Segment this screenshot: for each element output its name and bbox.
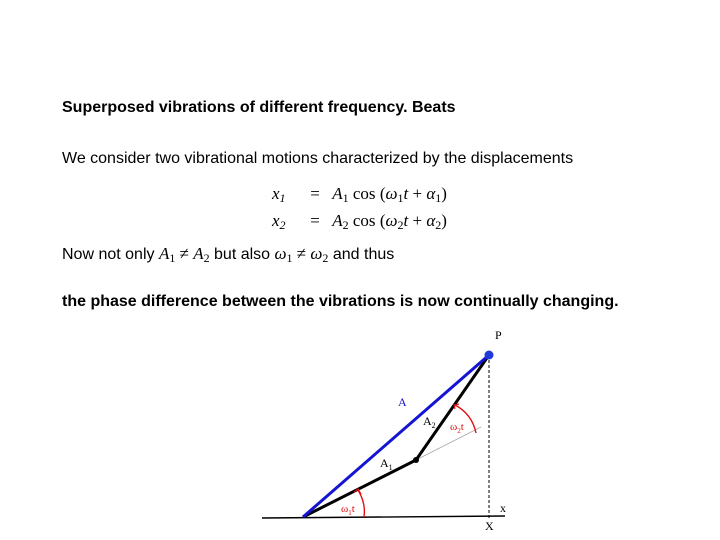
cos-function: cos [352, 211, 376, 230]
point-P [485, 351, 494, 360]
equation-lhs: $x_1$ [272, 184, 286, 205]
cos-function: cos [352, 184, 376, 203]
angle-arc-w1t [358, 490, 364, 517]
equals-sign: = [310, 184, 320, 203]
phasor-resultant [303, 355, 489, 517]
label-P: P [495, 328, 502, 342]
equation-x1: $x_1 = A_1$ $\cos (\omega_1t + \alpha_1)$ [272, 184, 447, 205]
equation-lhs: $x_2$ [272, 211, 286, 232]
label-x-axis: x [500, 501, 506, 515]
x-axis-line [262, 516, 505, 518]
emphasis-statement: the phase difference between the vibrations is now continually changing. [62, 293, 619, 310]
equation-x2: $x_2 = A_2$ $\cos (\omega_2t + \alpha_2)$ [272, 211, 447, 232]
label-w1t: $\omega_1t$ [341, 503, 355, 517]
intro-paragraph: We consider two vibrational motions characterized by the displacements [62, 150, 574, 167]
label-X: X [485, 519, 494, 533]
label-A2: $A_2$ [423, 414, 436, 430]
label-A: A [398, 395, 407, 409]
label-w2t: $\omega_2t$ [450, 421, 464, 435]
condition-line: Now not only $A_1 \ne A_2$ but also $\omega_1 \ne \omega_2$ and thus [62, 244, 395, 265]
junction-point [413, 457, 419, 463]
equals-sign: = [310, 211, 320, 230]
label-A1: $A_1$ [380, 456, 393, 472]
section-heading: Superposed vibrations of different frequency. Beats [62, 99, 456, 116]
